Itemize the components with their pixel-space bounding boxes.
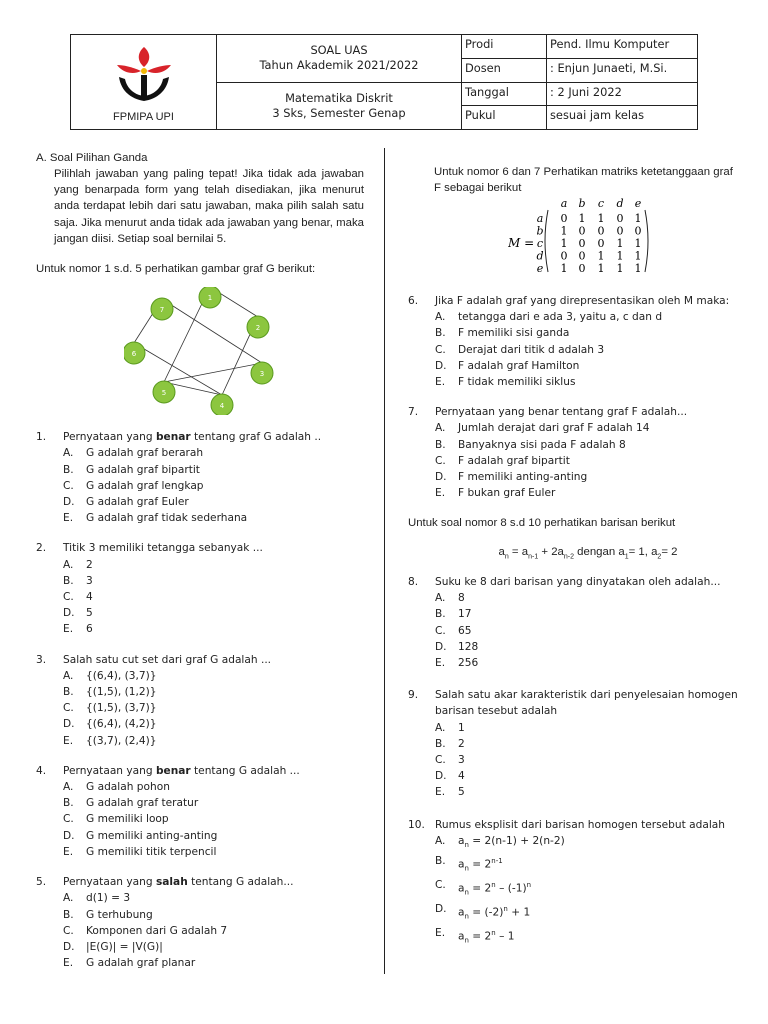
- option-text: 2: [458, 737, 465, 750]
- option-letter: C.: [435, 454, 446, 467]
- option-letter: D.: [435, 359, 447, 372]
- option-letter: D.: [435, 902, 447, 915]
- option-e[interactable]: [408, 485, 738, 501]
- option-text: G memiliki anting-anting: [86, 829, 218, 842]
- option-text: {(1,5), (3,7)}: [86, 702, 157, 715]
- option-text: $a_n = (-2)^n + 1$: [458, 904, 531, 921]
- option-text: $a_n = 2^{n-1}$: [458, 857, 503, 873]
- option-e[interactable]: [408, 655, 738, 671]
- question-text: Pernyataan yang benar tentang graf G adalah ..: [63, 431, 322, 444]
- option-letter: D.: [63, 940, 75, 953]
- option-text: G memiliki titik terpencil: [86, 845, 217, 858]
- matrix-col-label: d: [616, 198, 624, 210]
- graph-node-5: [153, 381, 175, 403]
- question-4: [36, 763, 364, 860]
- option-letter: A.: [63, 781, 74, 794]
- question-number: 7.: [408, 406, 419, 419]
- option-text: G memiliki loop: [86, 813, 169, 826]
- option-letter: B.: [435, 737, 446, 750]
- course-name: Matematika Diskrit: [285, 90, 393, 105]
- option-letter: C.: [63, 702, 74, 715]
- svg-text:5: 5: [161, 389, 167, 398]
- question-8: [408, 574, 738, 671]
- matrix-label: M =: [508, 236, 535, 250]
- option-text: $a_n = 2^n - (-1)^n$: [458, 880, 532, 897]
- question-text: Titik 3 memiliki tetangga sebanyak ...: [63, 542, 263, 555]
- option-text: Komponen dari G adalah 7: [86, 924, 228, 937]
- question-number: 5.: [36, 876, 47, 889]
- option-d[interactable]: [408, 768, 738, 784]
- option-b[interactable]: [36, 684, 364, 700]
- option-d[interactable]: [36, 494, 364, 510]
- option-a[interactable]: [36, 668, 364, 684]
- option-text: G adalah graf berarah: [86, 447, 204, 460]
- option-letter: A.: [435, 311, 446, 324]
- matrix-cell: 1: [597, 212, 605, 225]
- matrix-cell: 1: [634, 249, 642, 263]
- question-number: 2.: [36, 542, 47, 555]
- option-e[interactable]: [36, 733, 364, 749]
- option-text: 1: [458, 721, 465, 734]
- option-text: $a_n = 2(n-1) + 2(n-2)$: [458, 834, 565, 849]
- graph-node-4: [211, 394, 233, 415]
- option-text: {(1,5), (1,2)}: [86, 686, 157, 699]
- option-text: Jumlah derajat dari graf F adalah 14: [458, 422, 650, 435]
- info-value: Pend. Ilmu Komputer: [550, 37, 670, 51]
- svg-text:1: 1: [207, 294, 213, 303]
- question-7: [408, 404, 738, 501]
- option-letter: E.: [63, 845, 74, 858]
- option-letter: B.: [63, 908, 74, 921]
- option-text: d(1) = 3: [86, 892, 131, 905]
- question-number: 1.: [36, 431, 47, 444]
- matrix-intro: Untuk nomor 6 dan 7 Perhatikan matriks ketetanggaan graf F sebagai berikut: [434, 166, 733, 194]
- option-text: G adalah graf Euler: [86, 496, 189, 509]
- recurrence-formula: $a_n = a_{n-1} + 2a_{n-2}$ dengan $a_1= 1$, $a_2= 2$: [498, 545, 678, 560]
- matrix-cell: 1: [560, 262, 568, 275]
- option-letter: E.: [435, 656, 446, 669]
- matrix-row-label: e: [536, 262, 544, 275]
- option-d[interactable]: [408, 901, 738, 925]
- option-d[interactable]: [408, 358, 738, 374]
- matrix-cell: 0: [578, 237, 586, 250]
- option-letter: E.: [435, 926, 446, 939]
- option-text: 4: [86, 591, 93, 604]
- option-text: 5: [458, 786, 465, 799]
- section-heading: A. Soal Pilihan Ganda: [36, 152, 148, 164]
- svg-text:6: 6: [131, 350, 137, 359]
- option-text: F adalah graf Hamilton: [458, 359, 580, 372]
- question-text: Pernyataan yang benar tentang G adalah ...: [63, 764, 300, 777]
- graph-node-2: [247, 316, 269, 338]
- question-text: Salah satu akar karakteristik dari penyelesaian homogen barisan tesebut adalah: [435, 689, 738, 718]
- option-text: 256: [458, 656, 479, 669]
- graph-g: [124, 287, 284, 415]
- info-key: Prodi: [462, 35, 547, 58]
- logo-cell: [71, 35, 217, 129]
- option-text: G terhubung: [86, 908, 153, 921]
- info-value: sesuai jam kelas: [550, 108, 645, 123]
- option-text: 3: [86, 574, 93, 587]
- option-c[interactable]: [36, 923, 364, 939]
- matrix-row-label: d: [536, 249, 544, 263]
- option-letter: A.: [63, 892, 74, 905]
- matrix-col-label: e: [634, 198, 642, 210]
- option-letter: C.: [435, 343, 446, 356]
- question-text: Rumus eksplisit dari barisan homogen tersebut adalah: [435, 818, 725, 831]
- option-a[interactable]: [408, 833, 738, 853]
- option-a[interactable]: [408, 420, 738, 436]
- instructions: Pilihlah jawaban yang paling tepat! Jika tidak ada jawaban yang benarpada form yang telah disediakan, jika menurut anda terdapat lebih dari satu jawaban, maka pilih salah satu saja. Jika menurut anda tidak ada jawaban yang benar, maka jangan diisi. Setiap soal bernilai 5.: [54, 168, 364, 245]
- graph-intro: Untuk nomor 1 s.d. 5 perhatikan gambar graf G berikut:: [36, 263, 316, 276]
- question-number: 8.: [408, 575, 419, 588]
- graph-node-7: [151, 298, 173, 320]
- option-letter: A.: [435, 834, 446, 847]
- option-b[interactable]: [36, 907, 364, 923]
- option-letter: D.: [63, 718, 75, 731]
- option-c[interactable]: [408, 752, 738, 768]
- matrix-cell: 0: [616, 224, 624, 238]
- option-letter: D.: [63, 496, 75, 509]
- option-a[interactable]: [36, 445, 364, 461]
- option-text: G adalah pohon: [86, 781, 170, 794]
- question-2: [36, 540, 364, 637]
- adjacency-matrix: [508, 198, 738, 279]
- emphasis: benar: [155, 431, 191, 444]
- option-letter: B.: [63, 463, 74, 476]
- option-letter: D.: [435, 640, 447, 653]
- question-text: Pernyataan yang salah tentang G adalah...: [63, 876, 294, 889]
- option-letter: A.: [63, 558, 74, 571]
- matrix-cell: 1: [597, 262, 605, 275]
- option-text: F memiliki anting-anting: [458, 471, 588, 484]
- emphasis: benar: [155, 764, 191, 777]
- info-key: Tanggal: [462, 83, 547, 106]
- option-d[interactable]: [36, 605, 364, 621]
- svg-text:7: 7: [159, 306, 165, 315]
- matrix-row-label: a: [536, 212, 544, 225]
- option-text: F adalah graf bipartit: [458, 454, 570, 467]
- option-e[interactable]: [408, 925, 738, 949]
- option-letter: D.: [435, 770, 447, 783]
- option-a[interactable]: [408, 720, 738, 736]
- option-c[interactable]: [408, 877, 738, 901]
- option-text: 3: [458, 753, 465, 766]
- option-text: tetangga dari e ada 3, yaitu a, c dan d: [458, 311, 663, 324]
- matrix-cell: 1: [634, 262, 642, 275]
- svg-text:4: 4: [219, 402, 225, 411]
- matrix-col-label: b: [578, 198, 586, 210]
- matrix-col-label: c: [597, 198, 605, 210]
- option-c[interactable]: [36, 478, 364, 494]
- title-cell: [217, 35, 462, 129]
- question-10: [408, 817, 738, 949]
- option-e[interactable]: [408, 784, 738, 800]
- question-number: 10.: [408, 818, 425, 831]
- option-c[interactable]: [408, 453, 738, 469]
- option-e[interactable]: [408, 374, 738, 390]
- option-letter: E.: [63, 623, 74, 636]
- matrix-cell: 0: [634, 224, 642, 238]
- option-text: Banyaknya sisi pada F adalah 8: [458, 438, 626, 451]
- option-letter: C.: [435, 753, 446, 766]
- question-6: [408, 293, 738, 390]
- option-letter: A.: [435, 721, 446, 734]
- option-text: 6: [86, 623, 93, 636]
- option-d[interactable]: [36, 939, 364, 955]
- question-number: 4.: [36, 764, 47, 777]
- option-letter: C.: [435, 878, 446, 891]
- option-letter: E.: [435, 487, 446, 500]
- option-letter: B.: [435, 608, 446, 621]
- option-text: G adalah graf bipartit: [86, 463, 200, 476]
- option-a[interactable]: [408, 590, 738, 606]
- option-text: 5: [86, 607, 93, 620]
- right-column: [408, 150, 738, 948]
- option-d[interactable]: [36, 716, 364, 732]
- upi-logo: [109, 43, 179, 105]
- option-text: 17: [458, 608, 472, 621]
- option-c[interactable]: [36, 589, 364, 605]
- option-text: {(3,7), (2,4)}: [86, 734, 157, 747]
- option-text: F bukan graf Euler: [458, 487, 556, 500]
- question-3: [36, 652, 364, 749]
- matrix-cell: 1: [616, 262, 624, 275]
- svg-text:2: 2: [255, 324, 261, 333]
- option-text: G adalah graf lengkap: [86, 479, 204, 492]
- matrix-cell: 0: [560, 212, 568, 225]
- option-c[interactable]: [408, 342, 738, 358]
- info-key: Dosen: [462, 59, 547, 82]
- option-c[interactable]: [408, 623, 738, 639]
- exam-header: [70, 34, 698, 130]
- option-text: G adalah graf teratur: [86, 797, 199, 810]
- option-letter: C.: [63, 924, 74, 937]
- course-credits: 3 Sks, Semester Genap: [272, 105, 406, 120]
- option-letter: D.: [435, 471, 447, 484]
- matrix-cell: 1: [560, 224, 568, 238]
- option-text: |E(G)| = |V(G)|: [86, 940, 163, 953]
- option-text: 4: [458, 770, 465, 783]
- option-a[interactable]: [36, 890, 364, 906]
- option-letter: C.: [63, 813, 74, 826]
- option-a[interactable]: [36, 779, 364, 795]
- option-b[interactable]: [36, 795, 364, 811]
- option-letter: C.: [435, 624, 446, 637]
- matrix-cell: 0: [578, 224, 586, 238]
- option-letter: B.: [63, 797, 74, 810]
- question-text: Salah satu cut set dari graf G adalah ...: [63, 653, 272, 666]
- option-letter: E.: [63, 734, 74, 747]
- option-letter: E.: [63, 512, 74, 525]
- matrix-cell: 1: [578, 212, 586, 225]
- question-text: Pernyataan yang benar tentang graf F adalah...: [435, 406, 688, 419]
- option-letter: B.: [435, 438, 446, 451]
- option-text: 8: [458, 592, 465, 605]
- question-1: [36, 429, 364, 526]
- option-letter: A.: [63, 447, 74, 460]
- exam-info-table: [462, 35, 697, 129]
- option-letter: D.: [63, 829, 75, 842]
- left-column: [36, 150, 364, 971]
- option-b[interactable]: [36, 462, 364, 478]
- matrix-cell: 1: [616, 237, 624, 250]
- org-name: FPMIPA UPI: [113, 111, 174, 123]
- exam-title: SOAL UAS: [310, 43, 368, 58]
- option-b[interactable]: [408, 853, 738, 877]
- option-text: G adalah graf tidak sederhana: [86, 512, 248, 525]
- graph-node-1: [199, 287, 221, 308]
- option-text: 128: [458, 640, 479, 653]
- matrix-cell: 1: [634, 212, 642, 225]
- option-letter: A.: [435, 592, 446, 605]
- option-text: 65: [458, 624, 472, 637]
- matrix-cell: 0: [616, 212, 624, 225]
- matrix-row-label: b: [536, 224, 544, 238]
- option-c[interactable]: [36, 700, 364, 716]
- question-text: Jika F adalah graf yang direpresentasikan oleh M maka:: [435, 295, 730, 307]
- matrix-svg: [508, 198, 658, 276]
- info-key: Pukul: [462, 106, 547, 129]
- option-text: F tidak memiliki siklus: [458, 376, 576, 389]
- option-e[interactable]: [36, 510, 364, 526]
- option-e[interactable]: [36, 955, 364, 971]
- matrix-cell: 1: [560, 237, 568, 250]
- matrix-cell: 0: [578, 262, 586, 275]
- info-value: : 2 Juni 2022: [550, 84, 622, 99]
- graph-node-6: [124, 342, 145, 364]
- option-text: $a_n = 2^n - 1$: [458, 928, 515, 945]
- option-b[interactable]: [408, 437, 738, 453]
- option-letter: A.: [435, 422, 446, 435]
- matrix-cell: 0: [560, 249, 568, 263]
- option-c[interactable]: [36, 811, 364, 827]
- option-text: G adalah graf planar: [86, 957, 196, 970]
- option-a[interactable]: [36, 557, 364, 573]
- option-b[interactable]: [408, 606, 738, 622]
- graph-node-3: [251, 362, 273, 384]
- matrix-cell: 0: [578, 249, 586, 263]
- option-e[interactable]: [36, 844, 364, 860]
- option-b[interactable]: [408, 325, 738, 341]
- question-number: 3.: [36, 653, 47, 666]
- question-9: [408, 687, 738, 800]
- matrix-cell: 0: [597, 237, 605, 250]
- graph-nodes: [124, 287, 273, 415]
- matrix-cell: 1: [634, 237, 642, 250]
- option-text: Derajat dari titik d adalah 3: [458, 343, 605, 356]
- option-letter: E.: [435, 376, 446, 389]
- matrix-row-label: c: [536, 237, 544, 250]
- question-number: 9.: [408, 689, 419, 702]
- matrix-cell: 0: [597, 224, 605, 238]
- option-text: {(6,4), (3,7)}: [86, 669, 157, 682]
- option-e[interactable]: [36, 621, 364, 637]
- option-letter: B.: [435, 855, 446, 868]
- question-5: [36, 874, 364, 971]
- option-text: {(6,4), (4,2)}: [86, 718, 157, 731]
- matrix-cell: 1: [616, 249, 624, 263]
- option-letter: B.: [63, 686, 74, 699]
- option-b[interactable]: [36, 573, 364, 589]
- option-letter: C.: [63, 479, 74, 492]
- option-letter: E.: [435, 786, 446, 799]
- svg-text:3: 3: [259, 370, 265, 379]
- option-letter: A.: [63, 669, 74, 682]
- option-d[interactable]: [36, 828, 364, 844]
- sequence-intro: Untuk soal nomor 8 s.d 10 perhatikan barisan berikut: [408, 517, 676, 530]
- option-text: 2: [86, 558, 93, 571]
- question-text: Suku ke 8 dari barisan yang dinyatakan oleh adalah...: [435, 575, 721, 588]
- option-d[interactable]: [408, 469, 738, 485]
- option-letter: C.: [63, 591, 74, 604]
- column-divider: [384, 148, 385, 974]
- option-letter: E.: [63, 957, 74, 970]
- matrix-col-label: a: [560, 198, 568, 210]
- emphasis: salah: [155, 876, 188, 889]
- option-letter: B.: [435, 327, 446, 340]
- matrix-cell: 1: [597, 249, 605, 263]
- option-text: F memiliki sisi ganda: [458, 327, 570, 340]
- question-number: 6.: [408, 295, 419, 307]
- option-a[interactable]: [408, 309, 738, 325]
- option-letter: D.: [63, 607, 75, 620]
- academic-year: Tahun Akademik 2021/2022: [259, 58, 419, 73]
- option-d[interactable]: [408, 639, 738, 655]
- option-letter: B.: [63, 574, 74, 587]
- info-value: : Enjun Junaeti, M.Si.: [550, 60, 668, 75]
- option-b[interactable]: [408, 736, 738, 752]
